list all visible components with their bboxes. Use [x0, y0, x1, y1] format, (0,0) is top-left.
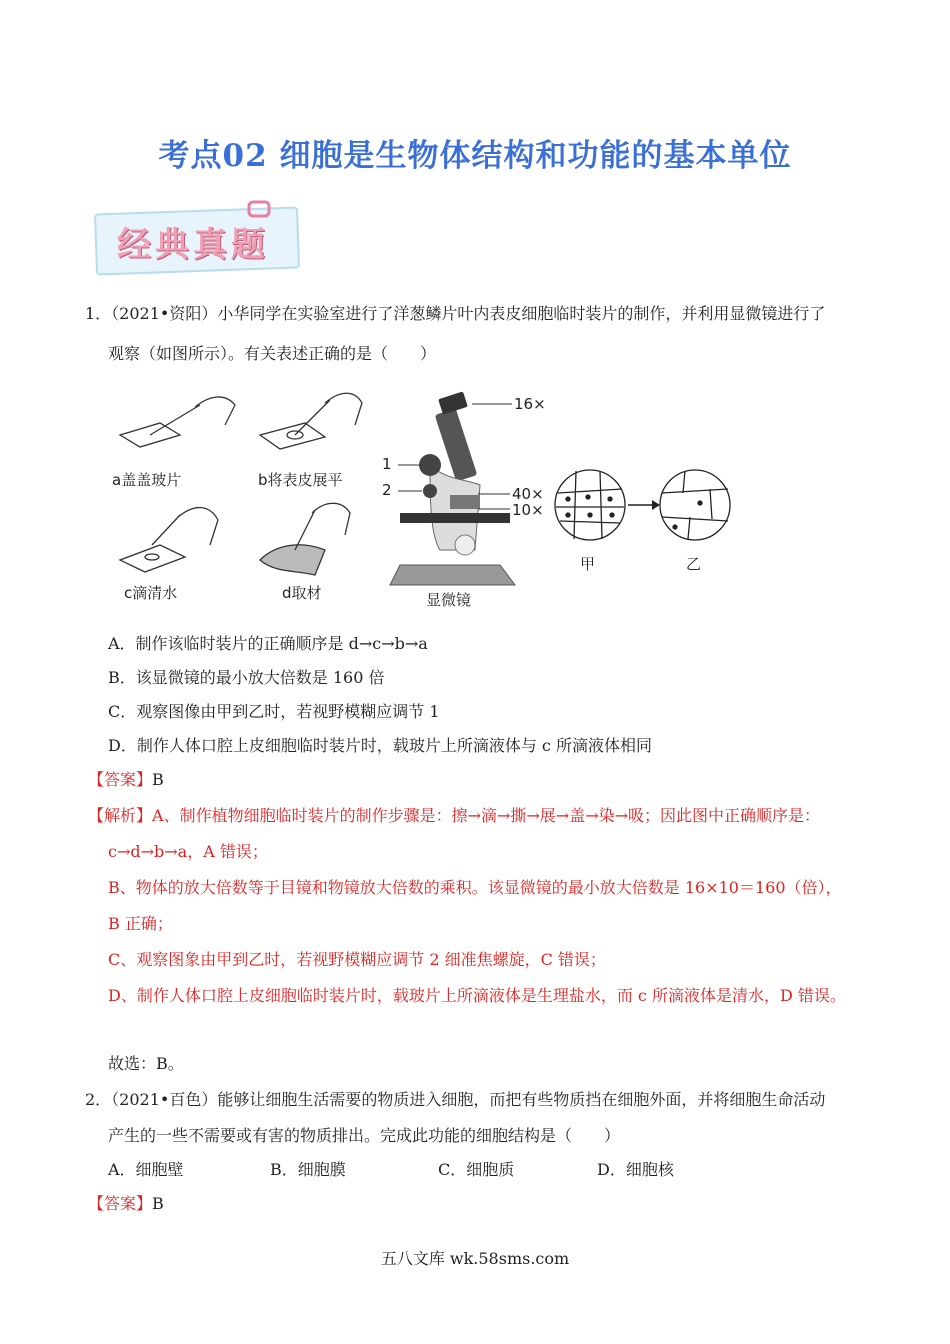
objective-10-label: 10×	[512, 501, 544, 519]
view-yi-illustration	[660, 470, 730, 540]
q1-option-d: D．制作人体口腔上皮细胞临时装片时，载玻片上所滴液体与 c 所滴液体相同	[108, 736, 652, 755]
panel-a-illustration	[120, 397, 235, 447]
panel-d-illustration	[260, 503, 350, 575]
panel-c-illustration	[120, 508, 218, 572]
q2-option-b: B．细胞膜	[270, 1160, 346, 1179]
q1-option-c: C．观察图像由甲到乙时，若视野模糊应调节 1	[108, 702, 440, 721]
q1-stem-line2: 观察（如图所示）。有关表述正确的是（ ）	[108, 344, 437, 363]
q2-answer	[88, 1194, 164, 1214]
caption-b: b将表皮展平	[258, 471, 343, 489]
q2-option-d: D．细胞核	[597, 1160, 674, 1179]
objective-40-label: 40×	[512, 485, 544, 503]
q2-stem-line2: 产生的一些不需要或有害的物质排出。完成此功能的细胞结构是（ ）	[108, 1126, 621, 1145]
q1-analysis-line5: C、观察图象由甲到乙时，若视野模糊应调节 2 细准焦螺旋，C 错误；	[108, 950, 606, 969]
microscope-label-2: 2	[382, 481, 392, 499]
view-jia-illustration	[555, 470, 625, 540]
view-jia-label: 甲	[580, 555, 596, 573]
page-footer: 五八文库 wk.58sms.com	[380, 1249, 570, 1268]
panel-b-illustration	[260, 393, 362, 449]
microscope-caption: 显微镜	[426, 591, 472, 609]
q1-option-b: B．该显微镜的最小放大倍数是 160 倍	[108, 668, 385, 687]
caption-a: a盖盖玻片	[112, 471, 182, 489]
view-yi-label: 乙	[686, 555, 702, 573]
section-badge	[95, 200, 305, 272]
q2-answer-tag: 【答案】	[88, 1194, 153, 1213]
q1-stem-line1: 1．（2021•资阳）小华同学在实验室进行了洋葱鳞片叶内表皮细胞临时装片的制作，并利用显微镜进行了	[85, 304, 826, 323]
q1-analysis-line2: c→d→b→a，A 错误；	[108, 842, 268, 861]
q1-analysis-text-1: A、制作植物细胞临时装片的制作步骤是：擦→滴→撕→展→盖→染→吸；因此图中正确顺序是：	[152, 806, 821, 825]
q2-answer-value: B	[152, 1194, 164, 1213]
arrow-right-icon	[652, 500, 660, 510]
q1-analysis-line1	[88, 806, 820, 826]
page-title: 考点02 细胞是生物体结构和功能的基本单位	[158, 138, 792, 174]
q1-conclusion: 故选：B。	[108, 1054, 184, 1073]
q1-answer	[88, 770, 164, 790]
q1-answer-value: B	[152, 770, 164, 789]
q1-analysis-line4: B 正确；	[108, 914, 173, 933]
badge-label: 经典真题	[117, 225, 269, 265]
caption-d: d取材	[282, 584, 322, 602]
caption-c: c滴清水	[124, 584, 178, 602]
q1-analysis-tag: 【解析】	[88, 806, 153, 825]
q1-answer-tag: 【答案】	[88, 770, 153, 789]
q2-option-a: A．细胞壁	[108, 1160, 184, 1179]
microscope-illustration	[390, 391, 515, 585]
q1-analysis-line3: B、物体的放大倍数等于目镜和物镜放大倍数的乘积。该显微镜的最小放大倍数是 16×10＝160（倍），	[108, 878, 842, 897]
eyepiece-label: 16×	[514, 395, 546, 413]
q1-figure	[100, 385, 740, 615]
q1-option-a: A．制作该临时装片的正确顺序是 d→c→b→a	[108, 634, 428, 653]
q2-stem-line1: 2．（2021•百色）能够让细胞生活需要的物质进入细胞，而把有些物质挡在细胞外面，并将细胞生命活动	[85, 1090, 826, 1109]
q1-analysis-line6: D、制作人体口腔上皮细胞临时装片时，载玻片上所滴液体是生理盐水，而 c 所滴液体是清水，D 错误。	[108, 986, 846, 1005]
microscope-label-1: 1	[382, 455, 392, 473]
q2-option-c: C．细胞质	[438, 1160, 515, 1179]
